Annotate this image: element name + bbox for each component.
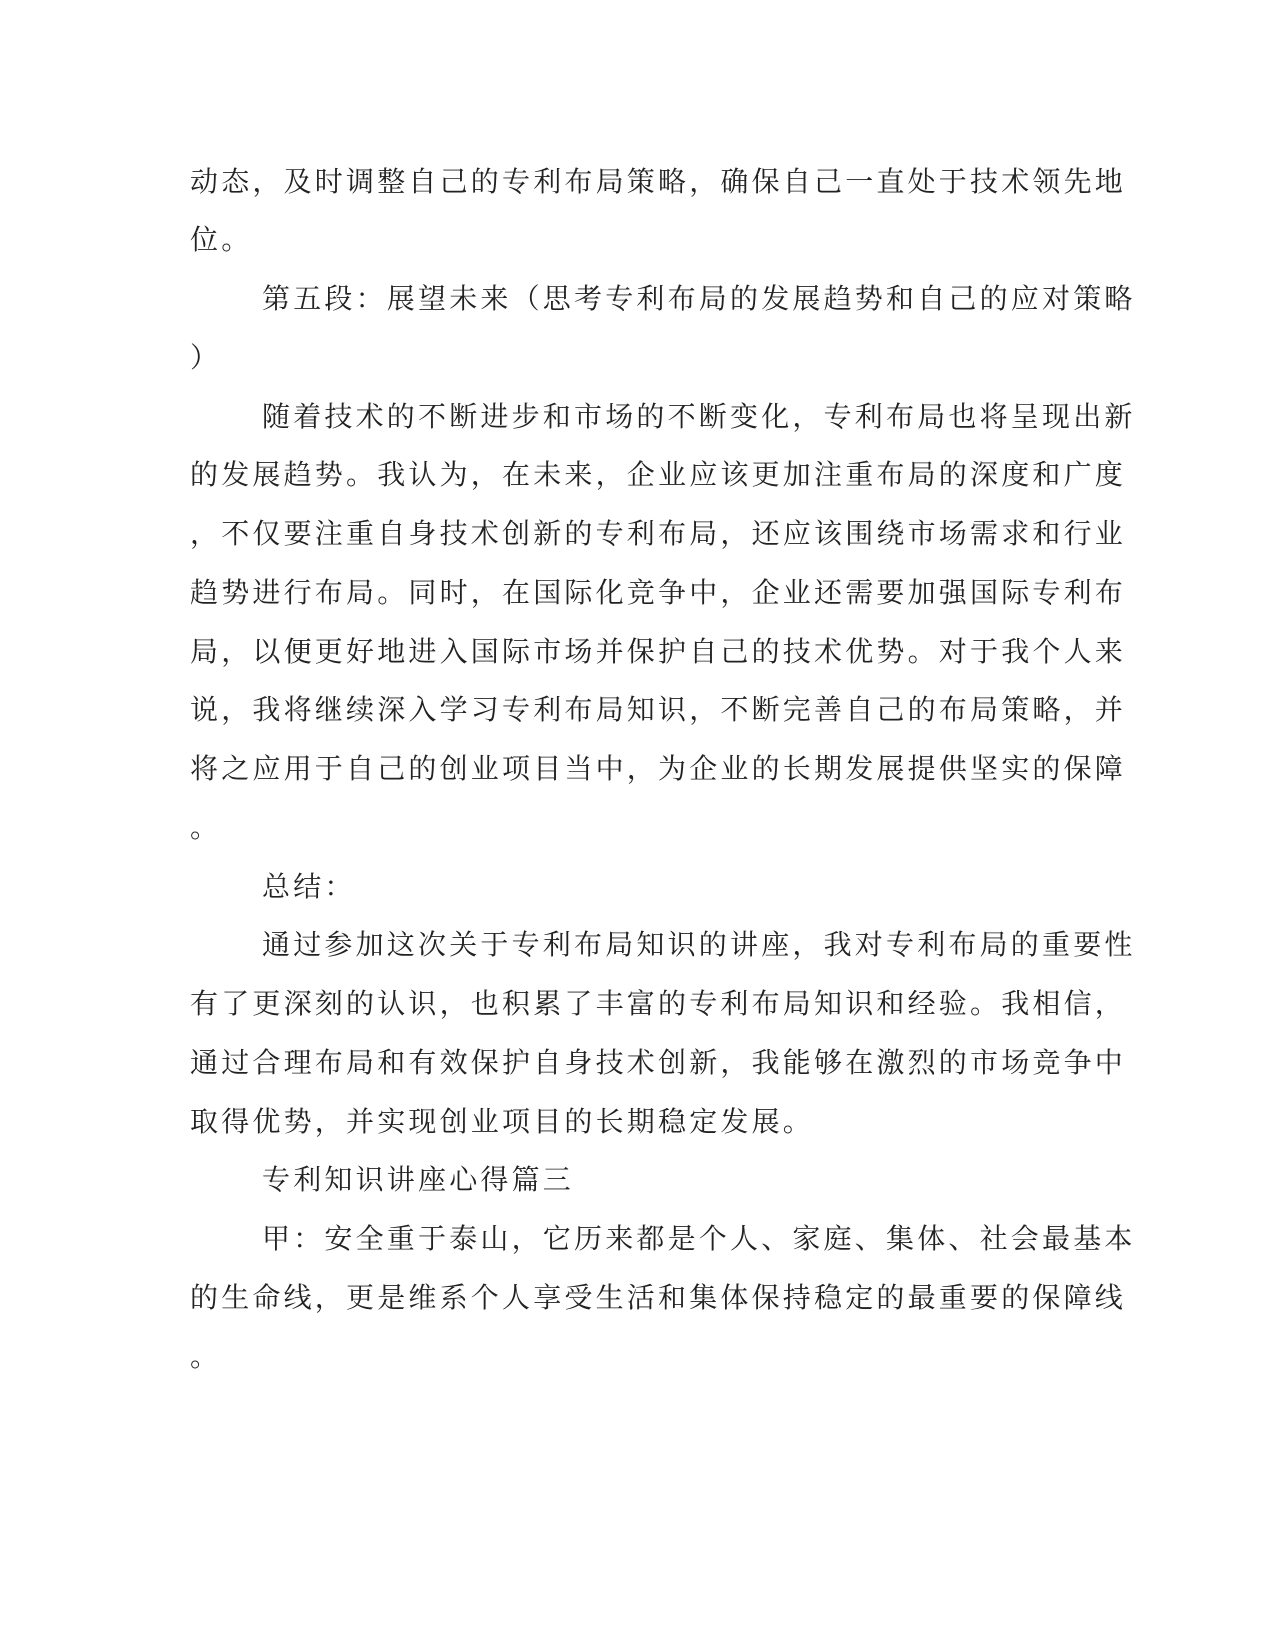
text-line: 有了更深刻的认识，也积累了丰富的专利布局知识和经验。我相信，: [190, 987, 1127, 1020]
text-line: ，不仅要注重自身技术创新的专利布局，还应该围绕市场需求和行业: [190, 517, 1127, 550]
text-line: 说，我将继续深入学习专利布局知识，不断完善自己的布局策略，并: [190, 693, 1127, 726]
text-line: 的发展趋势。我认为，在未来，企业应该更加注重布局的深度和广度: [190, 458, 1127, 491]
text-line: 。: [190, 811, 222, 844]
text-line: 通过合理布局和有效保护自身技术创新，我能够在激烈的市场竞争中: [190, 1046, 1127, 1079]
text-line: 的生命线，更是维系个人享受生活和集体保持稳定的最重要的保障线: [190, 1281, 1127, 1314]
text-line: 将之应用于自己的创业项目当中，为企业的长期发展提供坚实的保障: [190, 752, 1127, 785]
text-line: ）: [190, 341, 222, 374]
text-line: 。: [190, 1340, 222, 1373]
text-line: 甲：安全重于泰山，它历来都是个人、家庭、集体、社会最基本: [262, 1222, 1136, 1255]
section-heading: 总结：: [262, 870, 356, 903]
text-line: 位。: [190, 223, 253, 256]
section-heading: 专利知识讲座心得篇三: [262, 1163, 575, 1196]
text-line: 局，以便更好地进入国际市场并保护自己的技术优势。对于我个人来: [190, 635, 1127, 668]
text-line: 随着技术的不断进步和市场的不断变化，专利布局也将呈现出新: [262, 400, 1136, 433]
text-line: 趋势进行布局。同时，在国际化竞争中，企业还需要加强国际专利布: [190, 576, 1127, 609]
text-line: 通过参加这次关于专利布局知识的讲座，我对专利布局的重要性: [262, 928, 1136, 961]
text-line: 动态，及时调整自己的专利布局策略，确保自己一直处于技术领先地: [190, 165, 1127, 198]
text-line: 取得优势，并实现创业项目的长期稳定发展。: [190, 1105, 815, 1138]
section-heading: 第五段：展望未来（思考专利布局的发展趋势和自己的应对策略: [262, 282, 1136, 315]
